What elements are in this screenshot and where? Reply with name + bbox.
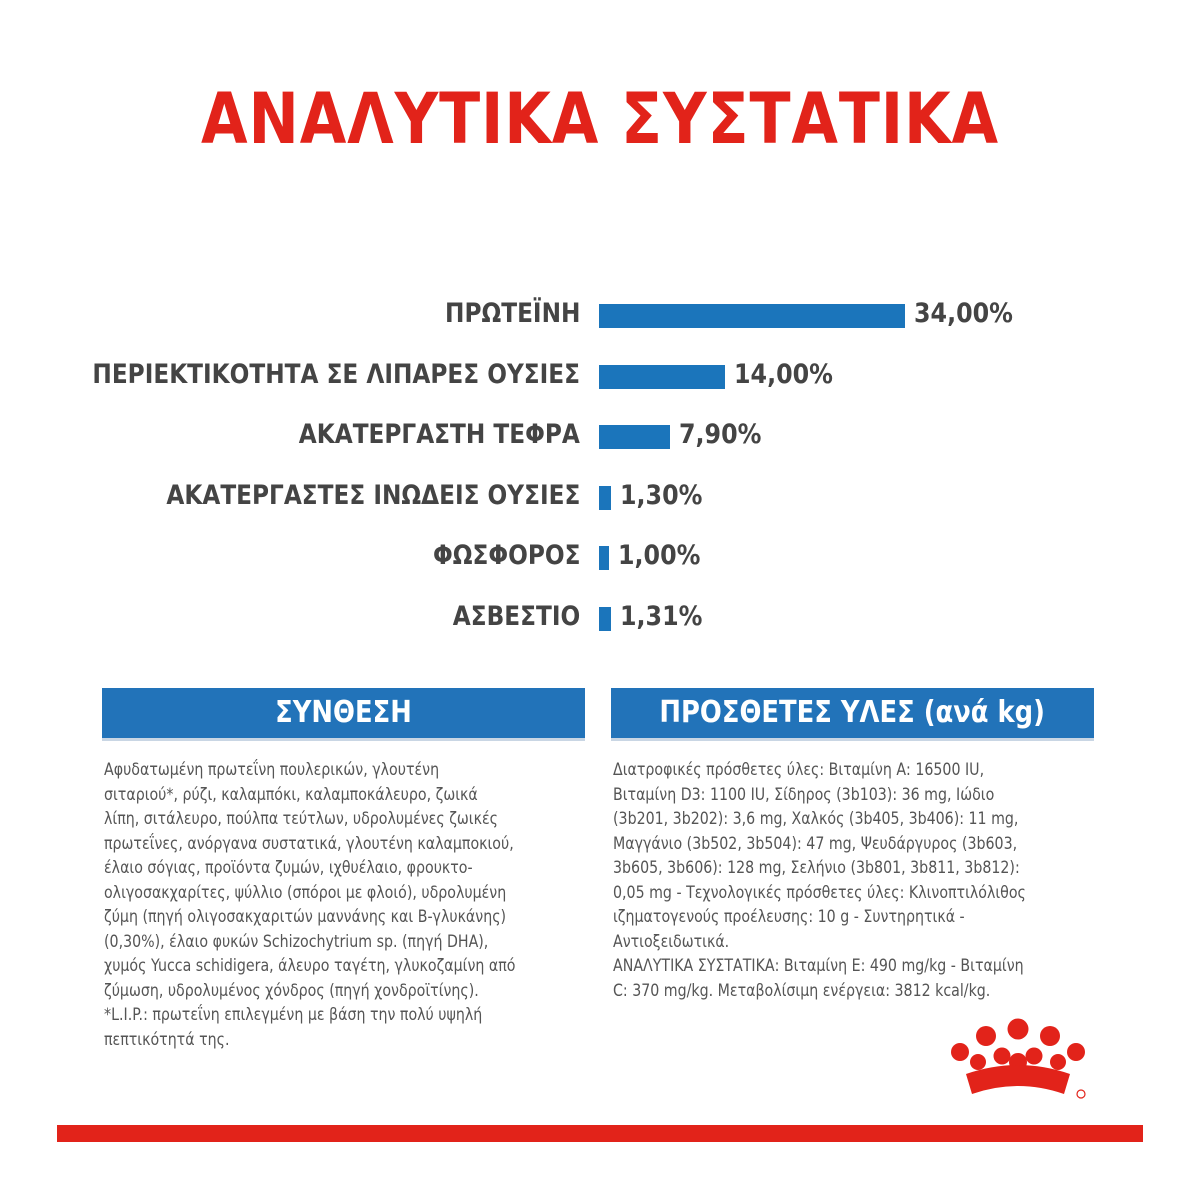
chart-row	[0, 472, 1200, 520]
text-line: Βιταμίνη D3: 1100 IU, Σίδηρος (3b103): 36 mg, Ιώδιο	[613, 784, 995, 804]
text-line: χυμός Yucca schidigera, άλευρο ταγέτη, γλυκοζαμίνη από	[104, 956, 516, 975]
text-line: Αντιοξειδωτικά.	[613, 931, 730, 951]
crown-logo-icon	[948, 1018, 1088, 1100]
chart-row	[0, 593, 1200, 641]
category-label: ΑΣΒΕΣΤΙΟ	[452, 600, 580, 632]
additives-heading: ΠΡΟΣΘΕΤΕΣ ΥΛΕΣ (ανά kg)	[659, 695, 1046, 730]
chart-row	[0, 290, 1200, 338]
text-line: C: 370 mg/kg. Μεταβολίσιμη ενέργεια: 3812 kcal/kg.	[613, 980, 991, 1000]
bar	[599, 425, 670, 449]
text-line: ζύμωση, υδρολυμένος χόνδρος (πηγή χονδροϊτίνης).	[104, 980, 479, 1000]
text-line: Αφυδατωμένη πρωτεΐνη πουλερικών, γλουτένη	[104, 760, 440, 779]
text-line: 3b605, 3b606): 128 mg, Σελήνιο (3b801, 3b811, 3b812):	[613, 858, 1020, 877]
category-label: ΠΕΡΙΕΚΤΙΚΟΤΗΤΑ ΣΕ ΛΙΠΑΡΕΣ ΟΥΣΙΕΣ	[92, 358, 580, 390]
bar	[599, 365, 725, 389]
value-label: 1,30%	[619, 479, 703, 511]
text-line: *L.I.P.: πρωτεΐνη επιλεγμένη με βάση την πολύ υψηλή	[104, 1005, 483, 1024]
text-line: ζύμη (πηγή ολιγοσακχαριτών μαννάνης και Β-γλυκάνης)	[104, 907, 507, 926]
value-label: 14,00%	[734, 358, 833, 390]
text-line: λίπη, σιτάλευρο, πούλπα τεύτλων, υδρολυμένες ζωικές	[104, 809, 498, 828]
category-label: ΑΚΑΤΕΡΓΑΣΤΗ ΤΕΦΡΑ	[298, 419, 580, 450]
category-label: ΦΩΣΦΟΡΟΣ	[432, 540, 580, 571]
text-line: έλαιο σόγιας, προϊόντα ζυμών, ιχθυέλαιο, φρουκτο-	[104, 858, 473, 877]
text-line: πεπτικότητά της.	[104, 1029, 230, 1049]
footer-accent-bar	[57, 1125, 1143, 1142]
chart-row	[0, 351, 1200, 399]
text-line: Διατροφικές πρόσθετες ύλες: Βιταμίνη Α: 16500 IU,	[613, 760, 985, 779]
page-title: ΑΝΑΛΥΤΙΚΑ ΣΥΣΤΑΤΙΚΑ	[201, 78, 999, 160]
value-label: 7,90%	[679, 419, 762, 450]
chart-row	[0, 532, 1200, 580]
composition-header	[102, 688, 585, 738]
bar	[599, 546, 609, 570]
nutrient-bar-chart	[0, 290, 1200, 660]
category-label: ΠΡΩΤΕΪΝΗ	[444, 298, 580, 329]
text-line: ΑΝΑΛΥΤΙΚΑ ΣΥΣΤΑΤΙΚΑ: Βιταμίνη E: 490 mg/kg - Βιταμίνη	[613, 956, 1024, 975]
additives-text	[613, 758, 1133, 1003]
text-line: πρωτεΐνες, ανόργανα συστατικά, γλουτένη καλαμποκιού,	[104, 833, 514, 853]
value-label: 1,00%	[618, 540, 701, 571]
bar	[599, 607, 611, 631]
chart-row	[0, 411, 1200, 459]
bar	[599, 304, 905, 328]
composition-header-shadow	[102, 738, 585, 741]
category-label: ΑΚΑΤΕΡΓΑΣΤΕΣ ΙΝΩΔΕΙΣ ΟΥΣΙΕΣ	[166, 479, 580, 511]
text-line: ολιγοσακχαρίτες, ψύλλιο (σπόροι με φλοιό), υδρολυμένη	[104, 882, 507, 902]
text-line: 0,05 mg - Τεχνολογικές πρόσθετες ύλες: Κλινοπτιλόλιθος	[613, 882, 1026, 902]
bar	[599, 486, 611, 510]
composition-text	[104, 758, 624, 1052]
value-label: 34,00%	[914, 298, 1013, 329]
text-line: σιταριού*, ρύζι, καλαμπόκι, καλαμποκάλευρο, ζωικά	[104, 784, 478, 804]
text-line: (3b201, 3b202): 3,6 mg, Χαλκός (3b405, 3b406): 11 mg,	[613, 809, 1019, 828]
composition-heading: ΣΥΝΘΕΣΗ	[275, 695, 412, 730]
text-line: ιζηματογενούς προέλευσης: 10 g - Συντηρητικά -	[613, 907, 965, 926]
text-line: Μαγγάνιο (3b502, 3b504): 47 mg, Ψευδάργυρος (3b603,	[613, 833, 1018, 853]
additives-header-shadow	[611, 738, 1094, 741]
text-line: (0,30%), έλαιο φυκών Schizochytrium sp. (πηγή DHA),	[104, 931, 489, 951]
additives-header	[611, 688, 1094, 738]
value-label: 1,31%	[619, 600, 703, 632]
